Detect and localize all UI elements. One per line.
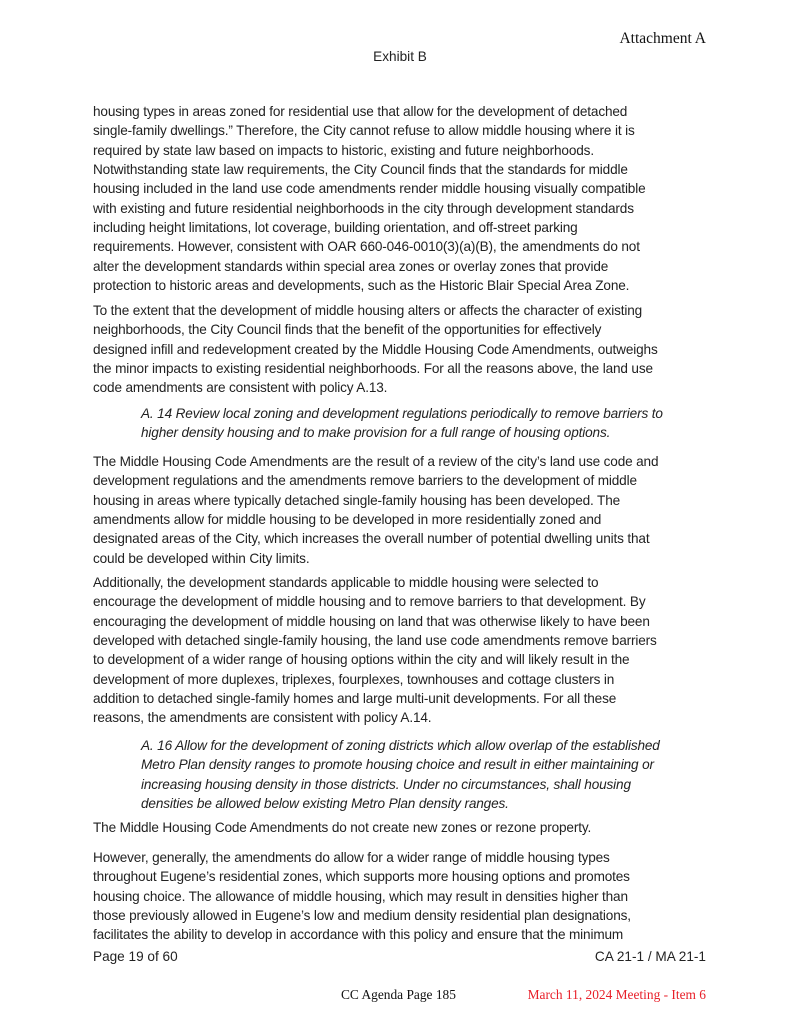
text-line: facilitates the ability to develop in accordance with this policy and ensure that the minimum xyxy=(93,927,624,943)
text-line: the minor impacts to existing residential neighborhoods. For all the reasons above, the land use xyxy=(93,361,653,377)
text-line: housing included in the land use code amendments render middle housing visually compatible xyxy=(93,181,646,197)
text-line: encourage the development of middle housing and to remove barriers to that development. By xyxy=(93,594,646,610)
policy-quote xyxy=(141,736,660,813)
paragraph xyxy=(93,102,646,295)
page-number: Page 19 of 60 xyxy=(93,949,178,964)
agenda-page: CC Agenda Page 185 xyxy=(341,987,456,1002)
text-line: housing choice. The allowance of middle housing, which may result in densities higher than xyxy=(93,888,628,904)
text-line: A. 16 Allow for the development of zoning districts which allow overlap of the established xyxy=(141,738,660,753)
paragraph xyxy=(93,573,657,728)
text-line: alter the development standards within special area zones or overlay zones that provide xyxy=(93,258,609,274)
policy-quote xyxy=(141,404,663,443)
text-line: Metro Plan density ranges to promote housing choice and result in either maintaining or xyxy=(141,757,654,773)
text-line: developed with detached single-family housing, the land use code amendments remove barriers xyxy=(93,633,657,649)
paragraph xyxy=(93,452,658,568)
text-line: Additionally, the development standards applicable to middle housing were selected to xyxy=(93,575,599,590)
text-line: to development of a wider range of housing options within the city and will likely result in the xyxy=(93,652,630,668)
text-line: throughout Eugene’s residential zones, which supports more housing options and promotes xyxy=(93,869,630,885)
meeting-label: March 11, 2024 Meeting - Item 6 xyxy=(527,987,706,1002)
text-line: The Middle Housing Code Amendments are the result of a review of the city’s land use code and xyxy=(93,454,659,469)
text-line: amendments allow for middle housing to be developed in more residentially zoned and xyxy=(93,512,602,528)
text-line: housing types in areas zoned for residential use that allow for the development of detached xyxy=(93,104,628,119)
text-line: including height limitations, lot coverage, building orientation, and off-street parking xyxy=(93,220,578,236)
paragraph xyxy=(93,301,658,398)
text-line: encouraging the development of middle housing on land that was otherwise likely to have been xyxy=(93,613,650,629)
text-line: However, generally, the amendments do allow for a wider range of middle housing types xyxy=(93,850,610,865)
text-line: required by state law based on impacts to historic, existing and future neighborhoods. xyxy=(93,142,594,158)
text-line: higher density housing and to make provision for a full range of housing options. xyxy=(141,425,611,441)
text-line: neighborhoods, the City Council finds that the benefit of the opportunities for effectively xyxy=(93,322,602,338)
paragraph xyxy=(93,848,631,945)
text-line: with existing and future residential neighborhoods in the city through development standards xyxy=(93,200,634,216)
text-line: densities be allowed below existing Metro Plan density ranges. xyxy=(141,796,509,812)
case-number: CA 21-1 / MA 21-1 xyxy=(594,949,706,964)
text-line: housing in areas where typically detached single-family housing has been developed. The xyxy=(93,492,621,508)
text-line: increasing housing density in those districts. Under no circumstances, shall housing xyxy=(141,776,631,792)
text-line: single-family dwellings.” Therefore, the City cannot refuse to allow middle housing where it is xyxy=(93,123,635,139)
text-line: requirements. However, consistent with OAR 660-046-0010(3)(a)(B), the amendments do not xyxy=(93,239,640,255)
text-line: protection to historic areas and developments, such as the Historic Blair Special Area Zone. xyxy=(93,278,630,294)
text-line: development of more duplexes, triplexes, fourplexes, townhouses and cottage clusters in xyxy=(93,671,615,687)
text-line: those previously allowed in Eugene’s low and medium density residential plan designations, xyxy=(93,908,631,924)
text-line: addition to detached single-family homes and large multi-unit developments. For all these xyxy=(93,691,617,707)
text-line: could be developed within City limits. xyxy=(93,550,310,566)
text-line: reasons, the amendments are consistent with policy A.14. xyxy=(93,710,432,726)
text-line: development regulations and the amendments remove barriers to the development of middle xyxy=(93,473,637,489)
exhibit-label: Exhibit B xyxy=(373,49,427,64)
text-line: code amendments are consistent with policy A.13. xyxy=(93,380,388,396)
attachment-label: Attachment A xyxy=(619,30,706,47)
text-line: To the extent that the development of middle housing alters or affects the character of existing xyxy=(93,303,643,318)
text-line: designed infill and redevelopment created by the Middle Housing Code Amendments, outweighs xyxy=(93,341,658,357)
text-line: The Middle Housing Code Amendments do not create new zones or rezone property. xyxy=(93,820,592,835)
text-line: designated areas of the City, which increases the overall number of potential dwelling units that xyxy=(93,531,650,547)
text-line: Notwithstanding state law requirements, the City Council finds that the standards for middle xyxy=(93,162,628,178)
text-line: A. 14 Review local zoning and development regulations periodically to remove barriers to xyxy=(141,406,663,421)
paragraph xyxy=(93,818,591,837)
